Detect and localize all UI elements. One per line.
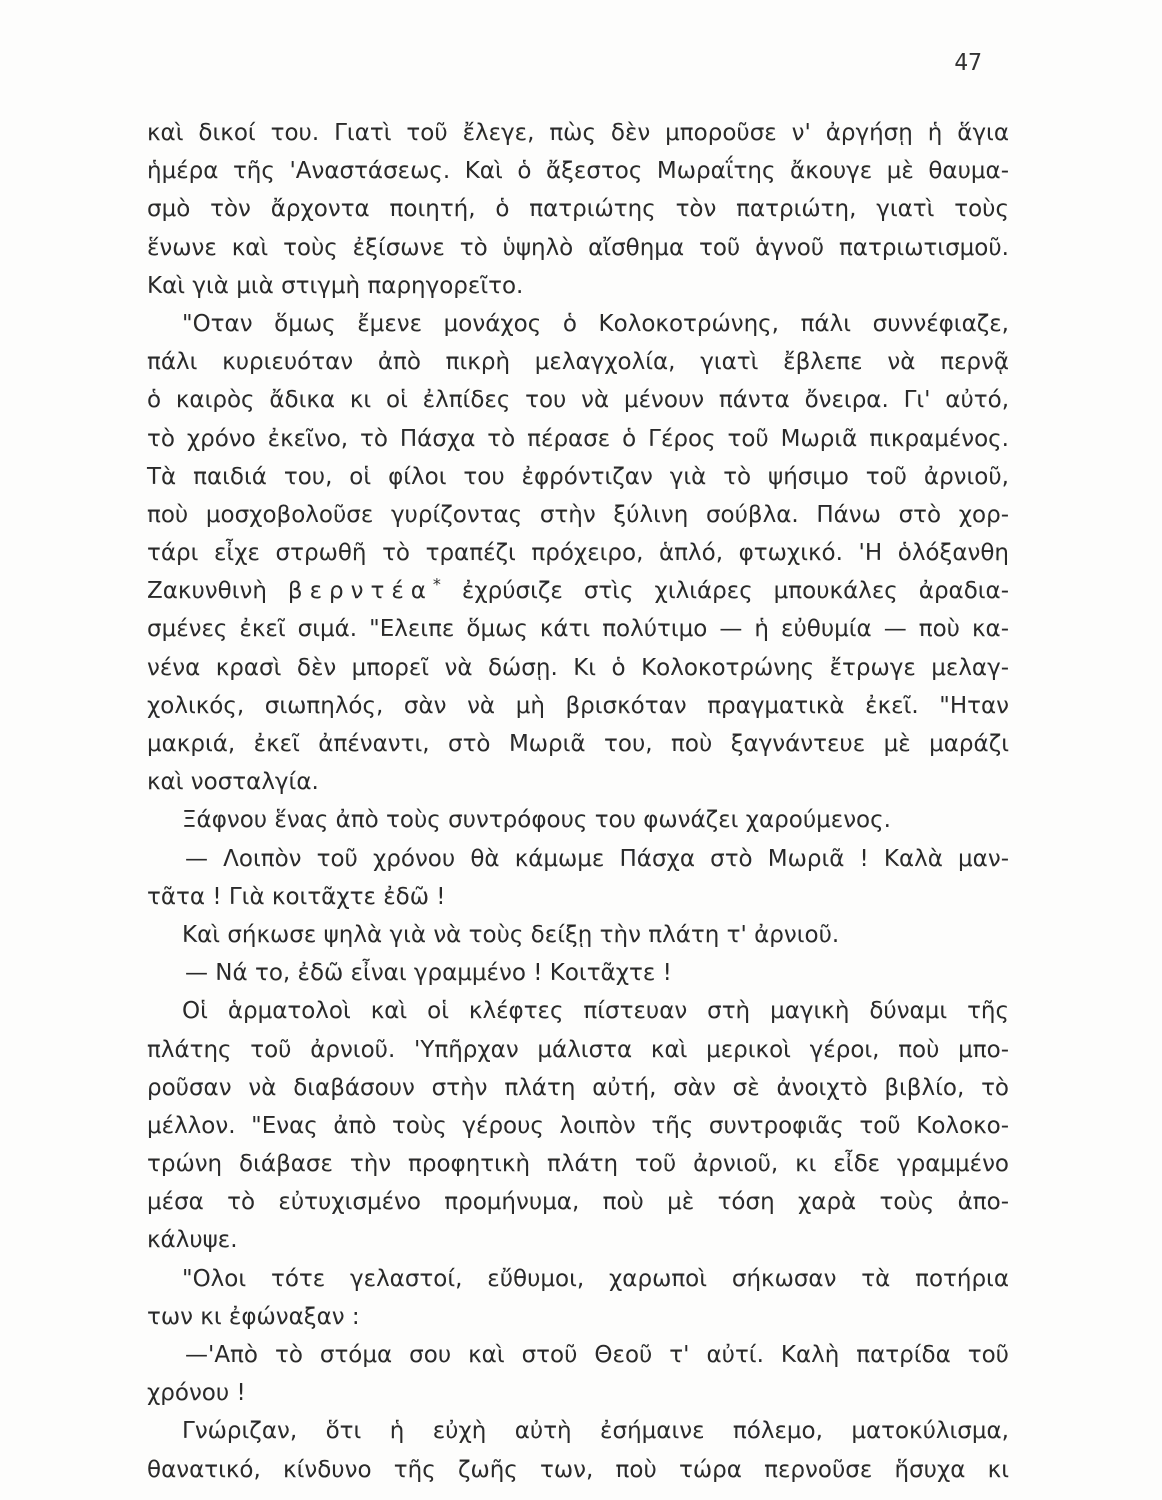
text-line: σμένες ἐκεῖ σιμά. "Ελειπε ὅμως κάτι πολύτιμο — ἡ εὐθυμία — ποὺ κα- xyxy=(147,616,1009,643)
text-line: Καὶ γιὰ μιὰ στιγμὴ παρηγορεῖτο. xyxy=(147,272,524,299)
text-line: χολικός, σιωπηλός, σὰν νὰ μὴ βρισκόταν πραγματικὰ ἐκεῖ. "Ηταν xyxy=(147,692,1009,719)
text-line: Ξάφνου ἕνας ἀπὸ τοὺς συντρόφους του φωνάζει χαρούμενος. xyxy=(182,807,891,834)
text-line: Καὶ σήκωσε ψηλὰ γιὰ νὰ τοὺς δείξῃ τὴν πλάτη τ' ἀρνιοῦ. xyxy=(182,921,840,948)
text-line: μέσα τὸ εὐτυχισμένο προμήνυμα, ποὺ μὲ τόση χαρὰ τοὺς ἀπο- xyxy=(147,1189,1009,1216)
text-line: ἡμέρα τῆς 'Αναστάσεως. Καὶ ὁ ἄξεστος Μωραΐτης ἄκουγε μὲ θαυμα- xyxy=(147,158,1009,185)
text-line: Οἱ ἁρματολοὶ καὶ οἱ κλέφτες πίστευαν στὴ μαγικὴ δύναμι τῆς xyxy=(182,998,1009,1025)
dialog-line: — Λοιπὸν τοῦ χρόνου θὰ κάμωμε Πάσχα στὸ Μωριᾶ ! Καλὰ μαν- xyxy=(185,845,1009,872)
text-line: χρόνου ! xyxy=(147,1380,246,1407)
text-line-spaced xyxy=(147,572,1009,610)
text-line: κάλυψε. xyxy=(147,1227,238,1254)
text-line: σμὸ τὸν ἄρχοντα ποιητή, ὁ πατριώτης τὸν πατριώτη, γιατὶ τοὺς xyxy=(147,196,1009,223)
text-line: θανατικό, κίνδυνο τῆς ζωῆς των, ποὺ τώρα περνοῦσε ἥσυχα κι xyxy=(147,1456,1009,1483)
body-text xyxy=(147,114,1009,1489)
dialog-line: — Νά το, ἐδῶ εἶναι γραμμένο ! Κοιτᾶχτε ! xyxy=(185,960,672,987)
text-line: "Οταν ὅμως ἔμενε μονάχος ὁ Κολοκοτρώνης, πάλι συννέφιαζε, xyxy=(182,310,1009,337)
text-line: τρώνη διάβασε τὴν προφητικὴ πλάτη τοῦ ἀρνιοῦ, κι εἶδε γραμμένο xyxy=(147,1151,1009,1178)
text-line: Τὰ παιδιά του, οἱ φίλοι του ἐφρόντιζαν γιὰ τὸ ψήσιμο τοῦ ἀρνιοῦ, xyxy=(147,463,1009,490)
text-fragment: Ζακυνθινὴ xyxy=(147,578,267,605)
text-line: ὁ καιρὸς ἄδικα κι οἱ ἐλπίδες του νὰ μένουν πάντα ὄνειρα. Γι' αὐτό, xyxy=(147,387,1009,414)
spaced-word: βερντέα xyxy=(287,578,433,605)
text-line: καὶ δικοί του. Γιατὶ τοῦ ἔλεγε, πὼς δὲν μποροῦσε ν' ἀργήσῃ ἡ ἅγια xyxy=(147,120,1009,146)
text-line: τὸ χρόνο ἐκεῖνο, τὸ Πάσχα τὸ πέρασε ὁ Γέρος τοῦ Μωριᾶ πικραμένος. xyxy=(147,425,1009,452)
text-line: ἕνωνε καὶ τοὺς ἐξίσωνε τὸ ὑψηλὸ αἴσθημα τοῦ ἁγνοῦ πατριωτισμοῦ. xyxy=(147,234,1009,261)
text-line: ροῦσαν νὰ διαβάσουν στὴν πλάτη αὐτή, σὰν σὲ ἀνοιχτὸ βιβλίο, τὸ xyxy=(147,1074,1009,1101)
text-line: τᾶτα ! Γιὰ κοιτᾶχτε ἐδῶ ! xyxy=(147,883,446,910)
text-line: των κι ἐφώναξαν : xyxy=(147,1303,360,1330)
dialog-line: —'Απὸ τὸ στόμα σου καὶ στοῦ Θεοῦ τ' αὐτί. Καλὴ πατρίδα τοῦ xyxy=(185,1342,1009,1368)
text-line: Γνώριζαν, ὅτι ἡ εὐχὴ αὐτὴ ἐσήμαινε πόλεμο, ματοκύλισμα, xyxy=(182,1418,1009,1445)
text-line: ποὺ μοσχοβολοῦσε γυρίζοντας στὴν ξύλινη σούβλα. Πάνω στὸ χορ- xyxy=(147,501,1009,528)
text-fragment: ἐχρύσιζε στὶς χιλιάρες μπουκάλες ἀραδια- xyxy=(461,578,1010,605)
text-line: πάλι κυριευόταν ἀπὸ πικρὴ μελαγχολία, γιατὶ ἔβλεπε νὰ περνᾷ xyxy=(147,349,1009,376)
text-line: μέλλον. "Ενας ἀπὸ τοὺς γέρους λοιπὸν τῆς συντροφιᾶς τοῦ Κολοκο- xyxy=(147,1112,1009,1139)
text-line: τάρι εἶχε στρωθῆ τὸ τραπέζι πρόχειρο, ἁπλό, φτωχικό. 'Η ὁλόξανθη xyxy=(147,540,1009,567)
page-number: 47 xyxy=(954,50,982,76)
text-line: καὶ νοσταλγία. xyxy=(147,769,319,796)
text-line: πλάτης τοῦ ἀρνιοῦ. 'Υπῆρχαν μάλιστα καὶ μερικοὶ γέροι, ποὺ μπο- xyxy=(147,1036,1009,1063)
footnote-mark: * xyxy=(432,574,441,594)
text-line: νένα κρασὶ δὲν μπορεῖ νὰ δώσῃ. Κι ὁ Κολοκοτρώνης ἔτρωγε μελαγ- xyxy=(147,654,1009,681)
text-line: "Ολοι τότε γελαστοί, εὔθυμοι, χαρωποὶ σήκωσαν τὰ ποτήρια xyxy=(182,1265,1009,1292)
text-line: μακριά, ἐκεῖ ἀπέναντι, στὸ Μωριᾶ του, ποὺ ξαγνάντευε μὲ μαράζι xyxy=(147,731,1009,757)
